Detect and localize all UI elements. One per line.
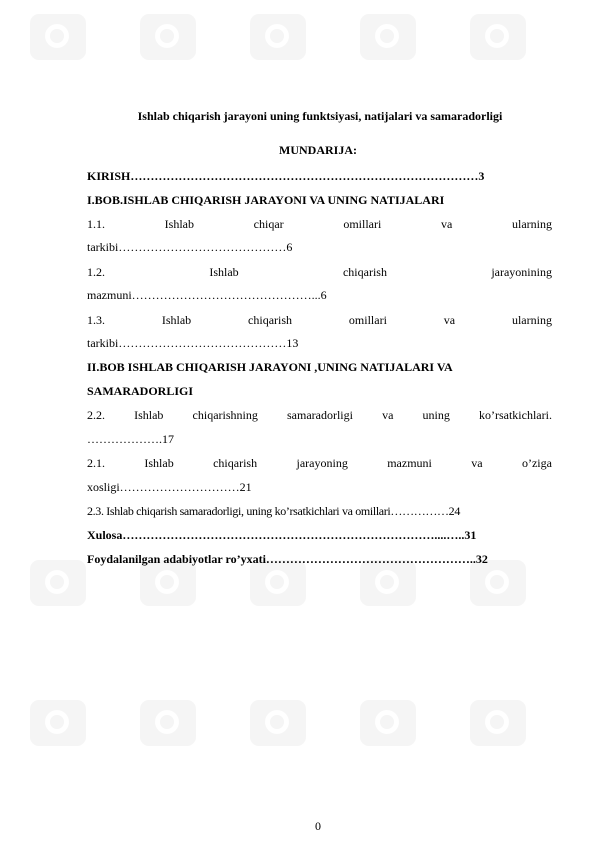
toc-chapter-1: I.BOB.ISHLAB CHIQARISH JARAYONI VA UNING NATIJALARI: [87, 193, 445, 207]
watermark-logo: [360, 700, 416, 746]
toc-word: o’ziga: [521, 456, 552, 470]
watermark-logo: [140, 700, 196, 746]
toc-word: uning: [422, 408, 450, 422]
watermark-logo: [140, 560, 196, 606]
toc-word: va: [471, 456, 483, 470]
toc-word: va: [443, 313, 456, 327]
watermark-logo: [250, 560, 306, 606]
toc-word: 1.1.: [87, 217, 105, 231]
toc-word: va: [441, 217, 453, 231]
watermark-logo: [250, 14, 306, 60]
toc-entry-2-3: 2.3. Ishlab chiqarish samaradorligi, uning ko’rsatkichlari va omillari……………24: [87, 504, 460, 518]
toc-word: chiqarishning: [192, 408, 258, 422]
toc-word: ularning: [512, 217, 552, 231]
toc-word: 1.3.: [87, 313, 105, 327]
toc-word: Ishlab: [134, 408, 164, 422]
watermark-logo: [30, 700, 86, 746]
toc-entry-conclusion: Xulosa……………………………………………………………………....…..31: [87, 528, 477, 542]
toc-word: chiqar: [253, 217, 284, 231]
toc-word: Ishlab: [164, 217, 194, 231]
watermark-logo: [470, 14, 526, 60]
toc-entry-1-3: [87, 313, 552, 327]
toc-word: Ishlab: [209, 265, 239, 279]
toc-word: 1.2.: [87, 265, 105, 279]
toc-entry-2-2: [87, 408, 552, 422]
toc-entry-2-2-cont: ……………….17: [87, 432, 174, 446]
watermark-logo: [30, 14, 86, 60]
toc-entry-1-1-cont: tarkibi……………………………………6: [87, 240, 293, 254]
toc-word: jarayonining: [491, 265, 552, 279]
toc-chapter-2-line1: II.BOB ISHLAB CHIQARISH JARAYONI ,UNING NATIJALARI VA: [87, 360, 453, 374]
toc-word: mazmuni: [387, 456, 432, 470]
watermark-logo: [30, 560, 86, 606]
watermark-logo: [360, 560, 416, 606]
watermark-logo: [140, 14, 196, 60]
toc-word: ularning: [511, 313, 552, 327]
toc-word: omillari: [348, 313, 387, 327]
toc-heading: MUNDARIJA:: [279, 143, 357, 157]
watermark-logo: [470, 560, 526, 606]
toc-word: ko’rsatkichlari.: [478, 408, 552, 422]
toc-entry-intro: KIRISH……………………………………………………………………………3: [87, 169, 485, 183]
watermark-logo: [360, 14, 416, 60]
toc-chapter-2-line2: SAMARADORLIGI: [87, 384, 194, 398]
toc-word: 2.2.: [87, 408, 105, 422]
toc-entry-references: Foydalanilgan adabiyotlar ro’yxati……………………………………………..32: [87, 552, 488, 566]
page-number: 0: [315, 819, 321, 833]
toc-word: chiqarish: [248, 313, 293, 327]
toc-word: omillari: [343, 217, 382, 231]
toc-word: 2.1.: [87, 456, 105, 470]
toc-entry-1-2-cont: mazmuni………………………………………...6: [87, 288, 327, 302]
toc-entry-1-3-cont: tarkibi……………………………………13: [87, 336, 299, 350]
watermark-logo: [250, 700, 306, 746]
toc-word: va: [382, 408, 394, 422]
toc-entry-2-1-cont: xosligi…………………………21: [87, 480, 252, 494]
document-title: Ishlab chiqarish jarayoni uning funktsiyasi, natijalari va samaradorligi: [137, 109, 503, 123]
toc-entry-1-1: [87, 217, 552, 231]
toc-word: Ishlab: [144, 456, 174, 470]
watermark-logo: [470, 700, 526, 746]
toc-word: Ishlab: [161, 313, 192, 327]
toc-entry-2-1: [87, 456, 552, 470]
toc-word: jarayoning: [296, 456, 348, 470]
toc-entry-1-2: [87, 265, 552, 279]
toc-word: chiqarish: [213, 456, 258, 470]
toc-word: chiqarish: [342, 265, 387, 279]
toc-word: samaradorligi: [286, 408, 353, 422]
